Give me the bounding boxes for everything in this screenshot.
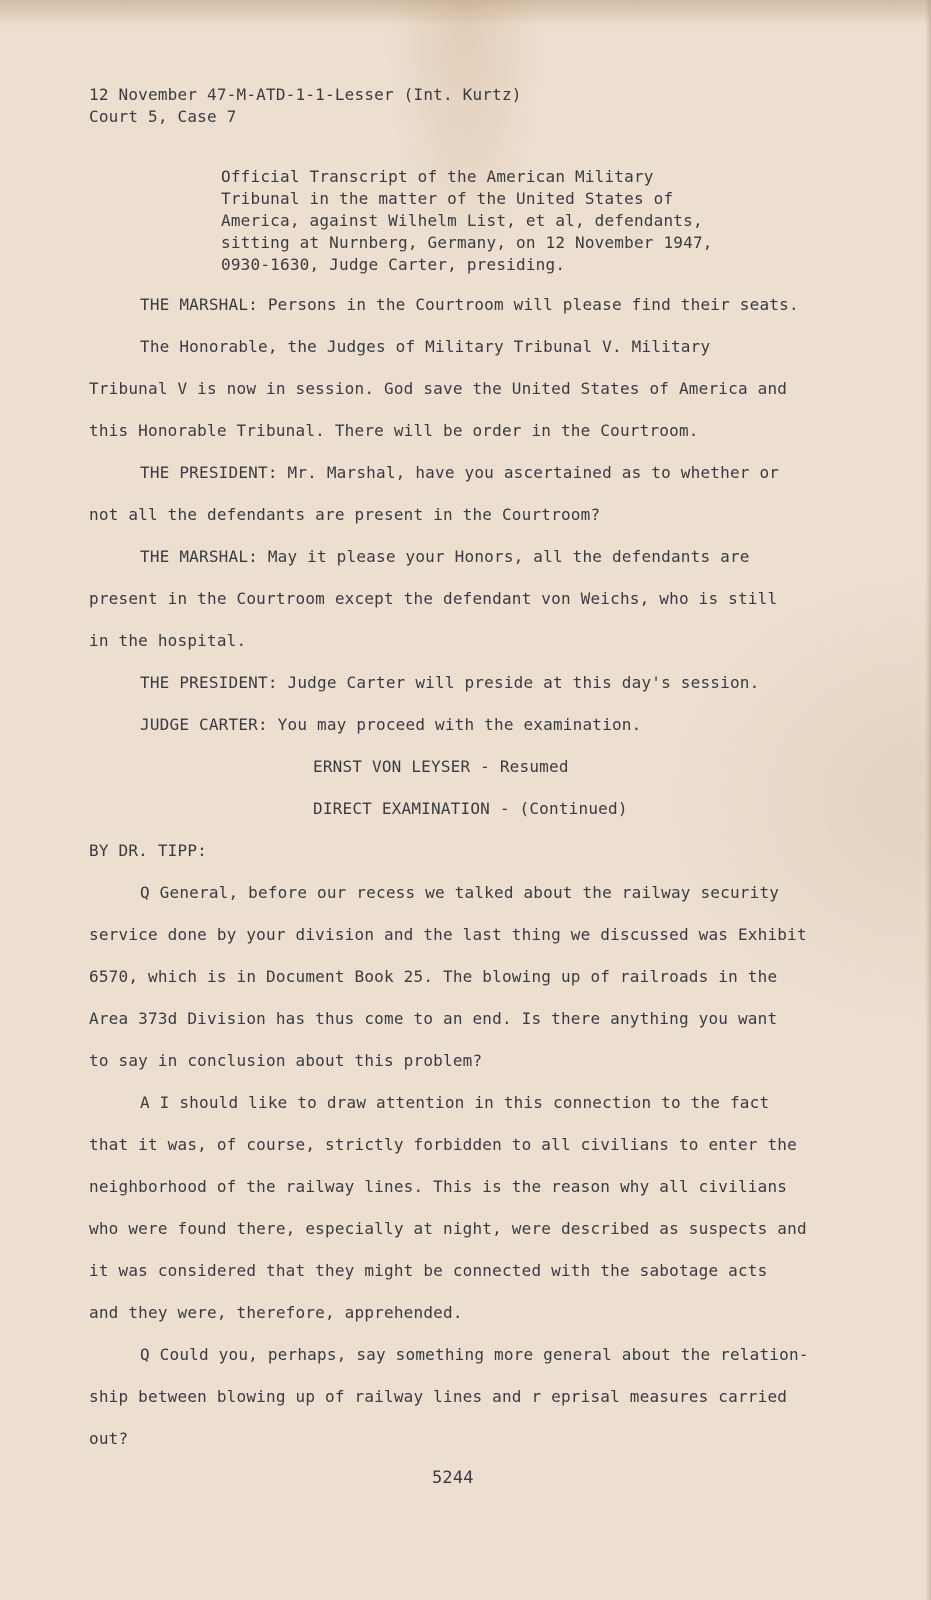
body-line: THE PRESIDENT: Mr. Marshal, have you ascertained as to whether or (140, 463, 780, 482)
body-line: not all the defendants are present in the Courtroom? (89, 505, 601, 524)
body-line: JUDGE CARTER: You may proceed with the examination. (140, 715, 642, 734)
caption-line-3: America, against Wilhelm List, et al, defendants, (221, 211, 703, 230)
body-line: to say in conclusion about this problem? (89, 1051, 483, 1070)
examiner-heading: BY DR. TIPP: (89, 841, 207, 860)
body-line: THE MARSHAL: May it please your Honors, all the defendants are (140, 547, 750, 566)
body-line: present in the Courtroom except the defendant von Weichs, who is still (89, 589, 778, 608)
caption-line-2: Tribunal in the matter of the United States of (221, 189, 674, 208)
caption-line-5: 0930-1630, Judge Carter, presiding. (221, 255, 566, 274)
page-right-edge (925, 0, 931, 1600)
body-line: neighborhood of the railway lines. This is the reason why all civilians (89, 1177, 788, 1196)
witness-heading: ERNST VON LEYSER - Resumed (313, 757, 569, 776)
body-line: Q Could you, perhaps, say something more general about the relation- (140, 1345, 809, 1364)
page-top-shadow (0, 0, 931, 26)
caption-line-1: Official Transcript of the American Military (221, 167, 654, 186)
body-line: out? (89, 1429, 129, 1448)
body-line: in the hospital. (89, 631, 247, 650)
page-number: 5244 (432, 1468, 474, 1488)
body-line: Q General, before our recess we talked about the railway security (140, 883, 780, 902)
body-line: ship between blowing up of railway lines and r eprisal measures carried (89, 1387, 788, 1406)
header-line-2: Court 5, Case 7 (89, 107, 237, 126)
body-line: this Honorable Tribunal. There will be order in the Courtroom. (89, 421, 699, 440)
examination-heading: DIRECT EXAMINATION - (Continued) (313, 799, 628, 818)
body-line: THE PRESIDENT: Judge Carter will preside at this day's session. (140, 673, 760, 692)
body-line: that it was, of course, strictly forbidden to all civilians to enter the (89, 1135, 797, 1154)
body-line: Area 373d Division has thus come to an end. Is there anything you want (89, 1009, 778, 1028)
body-line: A I should like to draw attention in this connection to the fact (140, 1093, 770, 1112)
body-line: who were found there, especially at night, were described as suspects and (89, 1219, 807, 1238)
body-line: it was considered that they might be connected with the sabotage acts (89, 1261, 768, 1280)
body-line: THE MARSHAL: Persons in the Courtroom will please find their seats. (140, 295, 799, 314)
body-line: service done by your division and the last thing we discussed was Exhibit (89, 925, 807, 944)
body-line: and they were, therefore, apprehended. (89, 1303, 463, 1322)
caption-line-4: sitting at Nurnberg, Germany, on 12 November 1947, (221, 233, 713, 252)
body-line: The Honorable, the Judges of Military Tribunal V. Military (140, 337, 711, 356)
body-line: 6570, which is in Document Book 25. The blowing up of railroads in the (89, 967, 778, 986)
body-line: Tribunal V is now in session. God save the United States of America and (89, 379, 788, 398)
header-line-1: 12 November 47-M-ATD-1-1-Lesser (Int. Kurtz) (89, 85, 522, 104)
